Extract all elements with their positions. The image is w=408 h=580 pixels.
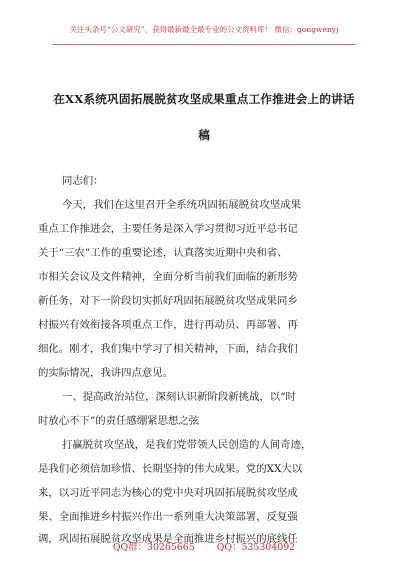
paragraph-line: 今天，我们在这里召开全系统巩固拓展脱贫攻坚成果 xyxy=(62,199,301,211)
paragraph-line: 关于“三农”工作的重要论述，认真落实近期中央和省、 xyxy=(38,247,288,259)
header-divider xyxy=(52,44,356,45)
paragraph-line: 细化。刚才，我们集中学习了相关精神，下面，结合我们 xyxy=(38,343,298,355)
footer-contact xyxy=(0,539,408,553)
paragraph-line: 果、全面推进乡村振兴作出一系列重大决策部署，反复强 xyxy=(38,511,298,523)
document-title: 在XX系统巩固拓展脱贫攻坚成果重点工作推进会上的讲话 xyxy=(53,92,355,106)
document-title-continuation: 稿 xyxy=(198,128,210,142)
paragraph-line: 市相关会议及文件精神，全面分析当前我们面临的新形势 xyxy=(38,271,298,283)
paragraph-line: 打赢脱贫攻坚战，是我们党带领人民创造的人间奇迹， xyxy=(62,439,312,451)
qq-number: QQ：535304092 xyxy=(216,542,296,553)
paragraph-line: 调，巩固拓展脱贫攻坚成果是全面推进乡村振兴的底线任 xyxy=(38,533,298,545)
salutation: 同志们： xyxy=(62,175,104,187)
paragraph-line: 村振兴有效衔接各项重点工作，进行再动员、再部署、再 xyxy=(38,319,298,331)
paragraph-line: 来，以习近平同志为核心的党中央对巩固拓展脱贫攻坚成 xyxy=(38,487,298,499)
paragraph-line: 是我们必须倍加珍惜、长期坚持的伟大成果。党的XX大以 xyxy=(38,463,303,475)
paragraph-line: 的实际情况，我讲四点意见。 xyxy=(38,367,174,379)
header-banner: 关注头条号“公文研究”，获得最新最全最专业的公文资料库！ 微信：gongwenyj xyxy=(69,25,339,34)
paragraph-line: 重点工作推进会，主要任务是深入学习贯彻习近平总书记 xyxy=(38,223,298,235)
section-heading-line: 一、提高政治站位，深刻认识新阶段新挑战，以“时 xyxy=(62,391,296,403)
paragraph-line: 新任务，对下一阶段切实抓好巩固拓展脱贫攻坚成果同乡 xyxy=(38,295,298,307)
qq-group-number: QQ群：30265665 xyxy=(112,542,195,553)
section-heading-line: 时放心不下”的责任感绷紧思想之弦 xyxy=(38,415,200,427)
